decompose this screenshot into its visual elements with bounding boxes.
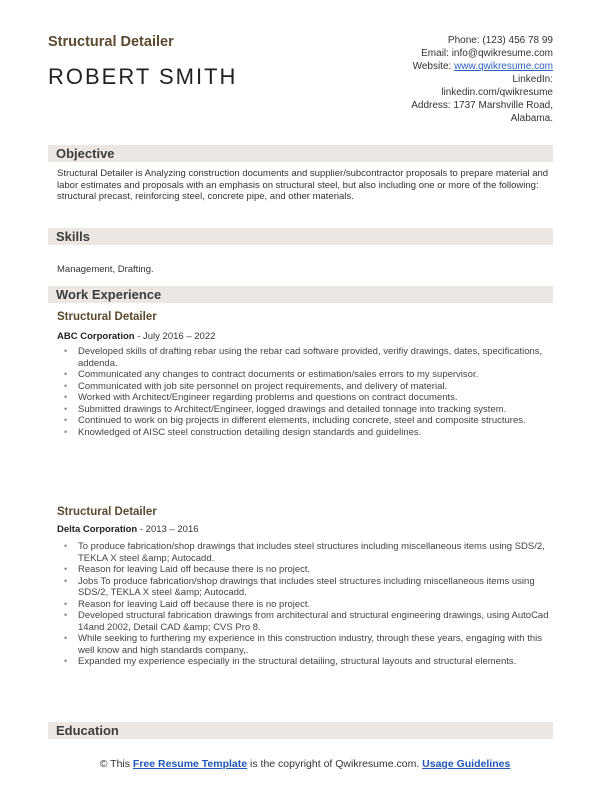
list-item: • Knowledged of AISC steel construction detailing design standards and guidelines. [78,427,558,439]
list-item: • Submitted drawings to Architect/Engineer, logged drawings and detailed tonnage into tracking system. [78,404,558,416]
list-item: • While seeking to furthering my experience in this construction industry, through these years, engaging with this well know and high standards company,. [78,633,558,656]
contact-address-line2: Alabama. [510,113,553,124]
skills-text: Management, Drafting. [57,264,154,275]
contact-phone: Phone: (123) 456 78 99 [447,35,553,46]
section-skills-header: Skills [48,228,553,245]
linkedin-url: linkedin.com/qwikresume [441,87,553,98]
contact-block [323,34,553,125]
website-link[interactable]: www.qwikresume.com [454,61,553,72]
website-label: Website: [412,61,452,72]
list-item: • Communicated with job site personnel on project requirements, and delivery of material. [78,381,558,393]
job-2-company: Delta Corporation [57,524,138,535]
linkedin-label: LinkedIn: [512,74,553,85]
free-resume-template-link[interactable]: Free Resume Template [132,758,248,770]
list-item: • Reason for leaving Laid off because there is no project. [78,599,558,611]
job-1-dates: - July 2016 – 2022 [134,331,216,342]
job-2-dates: - 2013 – 2016 [137,524,199,535]
usage-guidelines-link[interactable]: Usage Guidelines [422,758,511,770]
section-objective-header: Objective [48,145,553,162]
contact-address-line1: Address: 1737 Marshville Road, [411,100,553,111]
job-title: Structural Detailer [48,34,174,50]
objective-text: Structural Detailer is Analyzing construction documents and supplier/subcontractor proposals to prepare material and labor estimates and proposals with an emphasis on structural steel, but also including one or more of the following: structural precast, reinforcing steel, concrete pipe, and other materials. [57,168,549,202]
job-2-meta [57,524,199,535]
candidate-name: ROBERT SMITH [48,64,238,89]
job-1-meta [57,331,215,342]
footer-prefix: © This [99,758,133,770]
section-education-header: Education [48,722,553,739]
list-item: • Worked with Architect/Engineer regarding problems and questions on contract documents. [78,392,558,404]
list-item: • Jobs To produce fabrication/shop drawings that includes steel structures including miscellaneous items using SDS/2, TEKLA X steel &amp; Autocadd. [78,576,558,599]
contact-website [323,60,553,73]
job-2-bullets [57,541,558,668]
job-2-title: Structural Detailer [57,506,157,518]
section-work-header: Work Experience [48,286,553,303]
list-item: • Continued to work on big projects in different elements, including concrete, steel and composite structures. [78,415,558,427]
copyright-footer [70,758,540,771]
contact-email: Email: info@qwikresume.com [421,48,553,59]
list-item: • To produce fabrication/shop drawings that includes steel structures including miscellaneous items using SDS/2, TEKLA X steel &amp; Autocadd. [78,541,558,564]
list-item: • Communicated any changes to contract documents or estimation/sales errors to my supervisor. [78,369,558,381]
list-item: • Reason for leaving Laid off because there is no project. [78,564,558,576]
list-item: • Expanded my experience especially in the structural detailing, structural layouts and structural elements. [78,656,558,668]
footer-middle: is the copyright of Qwikresume.com. [247,758,423,770]
list-item: • Developed skills of drafting rebar using the rebar cad software provided, verifiy drawings, dates, specifications, addenda. [78,346,558,369]
job-1-title: Structural Detailer [57,311,157,323]
resume-header [48,34,553,134]
job-1-bullets [57,346,558,438]
job-1-company: ABC Corporation [57,331,135,342]
list-item: • Developed structural fabrication drawings from architectural and structural engineering drawings, using AutoCad 14and 2002, Detail CAD &amp; CVS Pro 8. [78,610,558,633]
